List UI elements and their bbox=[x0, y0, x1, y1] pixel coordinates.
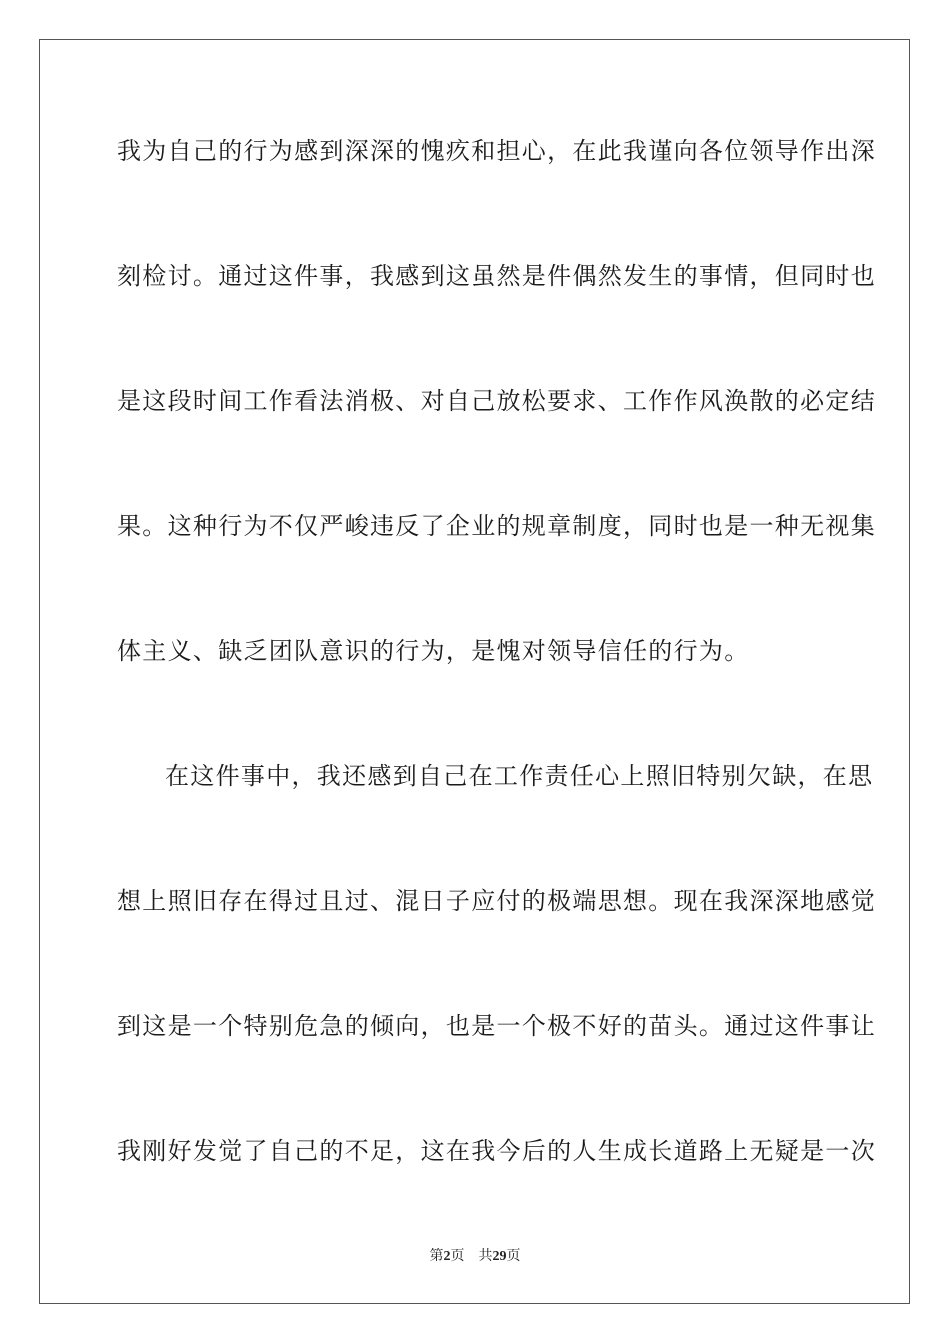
page-prefix: 第 bbox=[429, 1249, 444, 1264]
total-pages: 29 bbox=[492, 1249, 507, 1264]
text-line: 果。这种行为不仅严峻违反了企业的规章制度，同时也是一种无视集 bbox=[117, 512, 876, 540]
total-prefix: 共 bbox=[478, 1249, 493, 1264]
page-border bbox=[39, 39, 910, 1304]
page-footer bbox=[0, 1248, 950, 1266]
text-line: 体主义、缺乏团队意识的行为，是愧对领导信任的行为。 bbox=[117, 637, 750, 665]
page-suffix: 页 bbox=[450, 1249, 465, 1264]
page-number: 2 bbox=[443, 1249, 451, 1264]
text-line: 我为自己的行为感到深深的愧疚和担心，在此我谨向各位领导作出深 bbox=[117, 137, 876, 165]
text-line: 刻检讨。通过这件事，我感到这虽然是件偶然发生的事情，但同时也 bbox=[117, 262, 876, 290]
text-line-paragraph-start: 在这件事中，我还感到自己在工作责任心上照旧特别欠缺，在思 bbox=[165, 762, 874, 790]
text-line: 到这是一个特别危急的倾向，也是一个极不好的苗头。通过这件事让 bbox=[117, 1012, 876, 1040]
text-line: 我刚好发觉了自己的不足，这在我今后的人生成长道路上无疑是一次 bbox=[117, 1137, 876, 1165]
text-line: 想上照旧存在得过且过、混日子应付的极端思想。现在我深深地感觉 bbox=[117, 887, 876, 915]
text-line: 是这段时间工作看法消极、对自己放松要求、工作作风涣散的必定结 bbox=[117, 387, 876, 415]
total-suffix: 页 bbox=[506, 1249, 521, 1264]
